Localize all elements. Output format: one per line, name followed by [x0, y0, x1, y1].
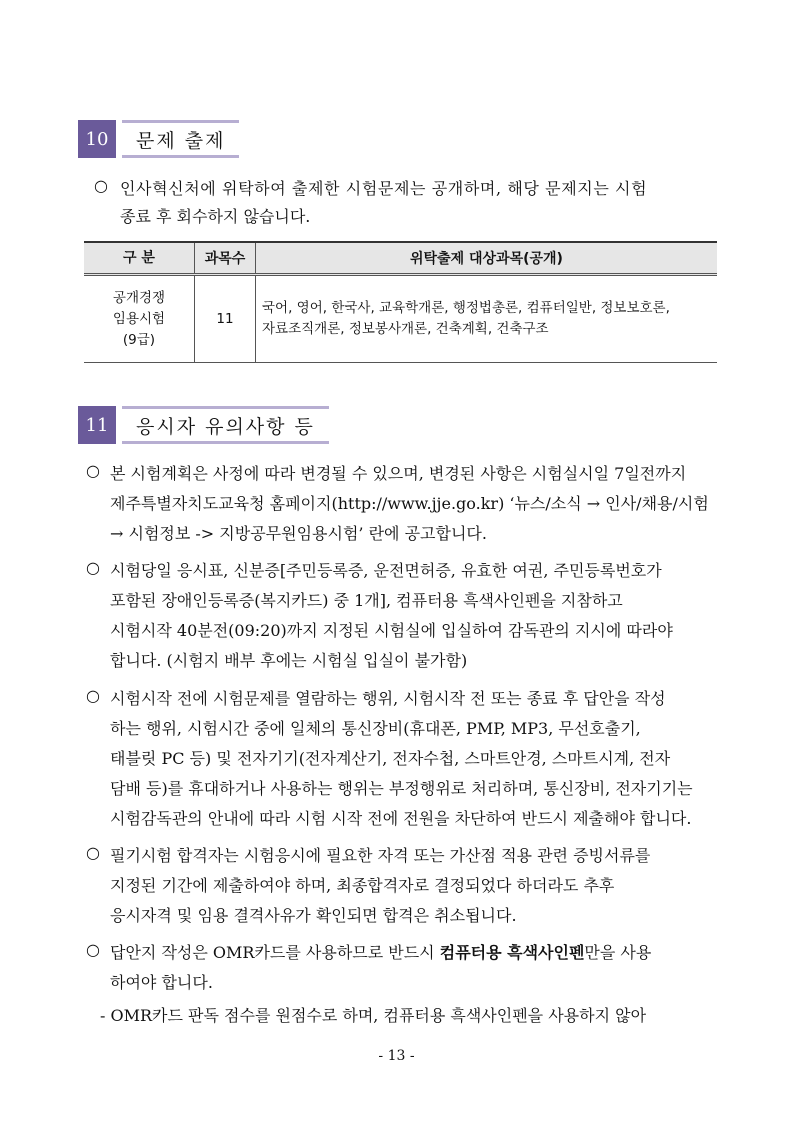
table-row	[84, 275, 717, 363]
category-line: (9급)	[122, 331, 156, 348]
paragraph-line: 하여야 합니다.	[110, 973, 213, 992]
table-cell-category	[84, 275, 195, 363]
text-run: 만을 사용	[584, 943, 652, 962]
category-line: 공개경쟁	[112, 289, 166, 306]
page-number: - 13 -	[378, 1048, 415, 1064]
section-title: 응시자 유의사항 등	[122, 406, 329, 444]
paragraph-line: 시험감독관의 안내에 따라 시험 시작 전에 전원을 차단하여 반드시 제출해야 합니다.	[110, 809, 692, 828]
paragraph-line: 필기시험 합격자는 시험응시에 필요한 자격 또는 가산점 적용 관련 증빙서류를	[110, 846, 651, 865]
paragraph-line: 시험시작 40분전(09:20)까지 지정된 시험실에 입실하여 감독관의 지시에 따라야	[110, 621, 673, 640]
section-number: 10	[78, 120, 116, 158]
bullet-icon: ○	[86, 461, 100, 480]
paragraph-line: 지정된 기간에 제출하여야 하며, 최종합격자로 결정되었다 하더라도 추후	[110, 876, 615, 895]
paragraph-line: 담배 등)를 휴대하거나 사용하는 행위는 부정행위로 처리하며, 통신장비, 전자기기는	[110, 779, 693, 798]
bullet-icon: ○	[86, 558, 100, 577]
bullet-icon: ○	[86, 843, 100, 862]
paragraph-line: 시험당일 응시표, 신분증[주민등록증, 운전면허증, 유효한 여권, 주민등록번호가	[110, 561, 662, 580]
section-11-header	[78, 406, 329, 444]
bullet-icon: ○	[94, 176, 108, 195]
paragraph-line: 하는 행위, 시험시간 중에 일체의 통신장비(휴대폰, PMP, MP3, 무선호출기,	[110, 719, 641, 738]
paragraph-line: → 시험정보 -> 지방공무원임용시험’ 란에 공고합니다.	[110, 524, 487, 543]
section-10-header	[78, 120, 239, 158]
paragraph-line: 태블릿 PC 등) 및 전자기기(전자계산기, 전자수첩, 스마트안경, 스마트시계, 전자	[110, 749, 671, 768]
sub-item-line: - OMR카드 판독 점수를 원점수로 하며, 컴퓨터용 흑색사인펜을 사용하지 않아	[100, 1006, 647, 1025]
bullet-icon: ○	[86, 686, 100, 705]
paragraph-line: 포함된 장애인등록증(복지카드) 중 1개], 컴퓨터용 흑색사인펜을 지참하고	[110, 591, 623, 610]
paragraph-line: 시험시작 전에 시험문제를 열람하는 행위, 시험시작 전 또는 종료 후 답안을 작성	[110, 689, 666, 708]
paragraph-line	[110, 940, 651, 963]
table-cell-count: 11	[195, 275, 256, 363]
text-run: 답안지 작성은 OMR카드를 사용하므로 반드시	[110, 943, 440, 962]
bullet-icon: ○	[86, 940, 100, 959]
paragraph-line: 합니다. (시험지 배부 후에는 시험실 입실이 불가함)	[110, 651, 468, 670]
subjects-line: 국어, 영어, 한국사, 교육학개론, 행정법총론, 컴퓨터일반, 정보보호론,	[262, 300, 670, 316]
paragraph-line: 본 시험계획은 사정에 따라 변경될 수 있으며, 변경된 사항은 시험실시일 7일전까지	[110, 464, 687, 483]
section-number: 11	[78, 406, 116, 444]
table-header: 구 분	[84, 242, 195, 275]
paragraph-line: 종료 후 회수하지 않습니다.	[120, 207, 311, 226]
emphasis-text: 컴퓨터용 흑색사인펜	[439, 943, 585, 962]
section-title: 문제 출제	[122, 120, 239, 158]
paragraph-line: 제주특별자치도교육청 홈페이지(http://www.jje.go.kr) ‘뉴스/소식 → 인사/채용/시험	[110, 494, 709, 513]
paragraph-line: 인사혁신처에 위탁하여 출제한 시험문제는 공개하며, 해당 문제지는 시험	[120, 179, 648, 198]
subject-table	[84, 241, 717, 363]
paragraph-line: 응시자격 및 임용 결격사유가 확인되면 합격은 취소됩니다.	[110, 906, 517, 925]
table-cell-subjects	[256, 275, 718, 363]
subjects-line: 자료조직개론, 정보봉사개론, 건축계획, 건축구조	[262, 321, 549, 337]
table-header: 과목수	[195, 242, 256, 275]
table-header: 위탁출제 대상과목(공개)	[256, 242, 718, 275]
category-line: 임용시험	[112, 310, 166, 327]
